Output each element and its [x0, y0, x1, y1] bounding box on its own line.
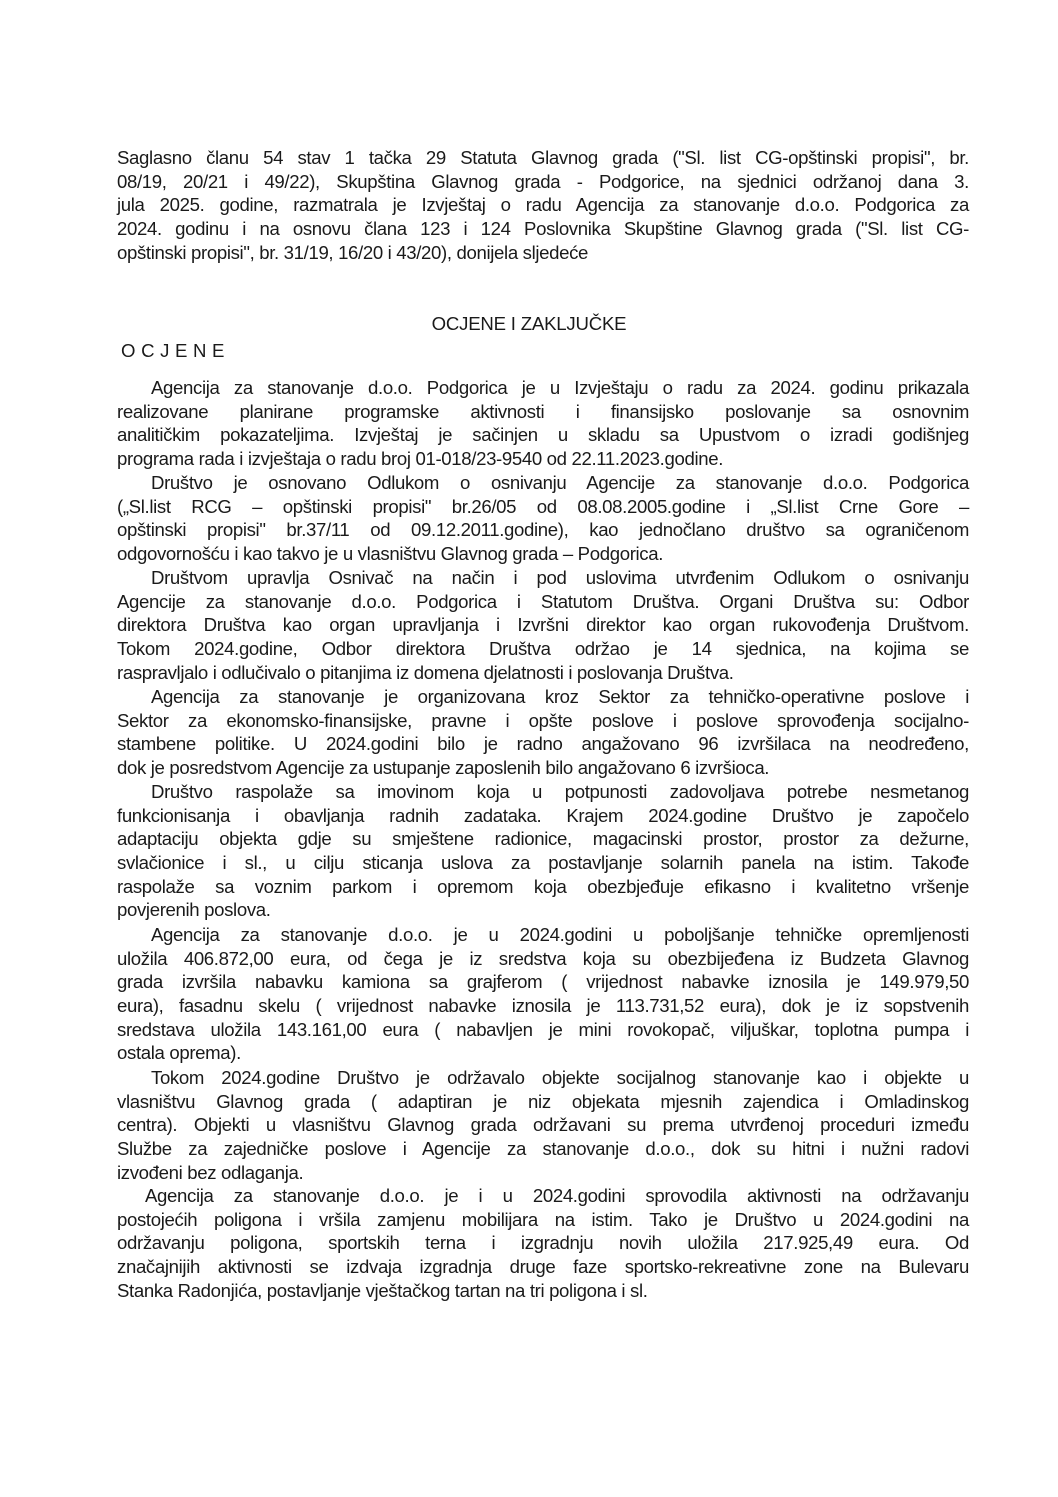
text-line: Stanka Radonjića, postavljanje vještačkog tartan na tri poligona i sl. [117, 1279, 648, 1301]
text-line: stambene politike. U 2024.godini bilo je radno angažovano 96 izvršilaca na neodređeno, [117, 733, 969, 755]
text-line: ostala oprema). [117, 1042, 241, 1064]
text-line: održavanju poligona, sportskih terna i izgradnju novih uložila 217.925,49 eura. Od [117, 1232, 969, 1254]
text-line: vlasništvu Glavnog grada ( adaptiran je niz objekata mjesnih zajendica i Omladinskog [117, 1090, 969, 1112]
text-line: Društvom upravlja Osnivač na način i pod uslovima utvrđenim Odlukom o osnivanju [151, 567, 969, 588]
text-line: Agencija za stanovanje d.o.o. je i u 2024.godini sprovodila aktivnosti na održavanju [145, 1185, 969, 1206]
text-line: analitičkim pokazateljima. Izvještaj je sačinjen u skladu sa Upustvom o izradi godišnjeg [117, 424, 969, 446]
text-line: uložila 406.872,00 eura, od čega je iz sredstva koja su obezbijeđena iz Budzeta Glavnog [117, 947, 969, 969]
text-line: 2024. godinu i na osnovu člana 123 i 124 Poslovnika Skupštine Glavnog grada ("Sl. list CG- [117, 218, 969, 240]
text-line: („Sl.list RCG – opštinski propisi" br.26/05 od 08.08.2005.godine i „Sl.list Crne Gore – [117, 495, 969, 517]
text-line: svlačionice i sl., u cilju sticanja uslova za postavljanje solarnih panela na istim. Takođe [117, 852, 969, 874]
text-line: 08/19, 20/21 i 49/22), Skupština Glavnog grada - Podgorice, na sjednici održanoj dana 3. [117, 170, 969, 192]
text-line: Tokom 2024.godine Društvo je održavalo objekte socijalnog stanovanje kao i objekte u [151, 1067, 969, 1088]
text-line: izvođeni bez odlaganja. [117, 1161, 304, 1183]
text-line: opštinski propisi", br. 31/19, 16/20 i 43/20), donijela sljedeće [117, 241, 589, 263]
text-line: adaptaciju objekta gdje su smještene radionice, magacinski prostor, prostor za dežurne, [117, 828, 969, 850]
paragraph-organization [117, 685, 969, 780]
text-line: raspolaže sa voznim parkom i opremom koja obezbjeđuje efikasno i kvalitetno vršenje [117, 875, 969, 897]
paragraph-maintenance [117, 1066, 969, 1184]
text-line: raspravljalo i odlučivalo o pitanjima iz domena djelatnosti i poslovanja Društva. [117, 661, 734, 683]
text-line: odgovornošću i kao takvo je u vlasništvu Glavnog grada – Podgorica. [117, 543, 664, 565]
text-line: funkcionisanja i obavljanja radnih zadataka. Krajem 2024.godine Društvo je započelo [117, 804, 969, 826]
text-line: Agencija za stanovanje je organizovana kroz Sektor za tehničko-operativne poslove i [151, 686, 969, 707]
text-line: eura), fasadnu skelu ( vrijednost nabavke iznosila je 113.731,52 eura), dok je iz sopstvenih [117, 995, 969, 1017]
paragraph-report-summary [117, 376, 969, 471]
text-line: opštinski propisi" br.37/11 od 09.12.2011.godine), kao jednočlano društvo sa ograničenom [117, 519, 969, 541]
text-line: programa rada i izvještaja o radu broj 01-018/23-9540 od 22.11.2023.godine. [117, 448, 724, 470]
intro-paragraph [117, 146, 969, 264]
text-line: Tokom 2024.godine, Odbor direktora Društva održao je 14 sjednica, na kojima se [117, 638, 969, 660]
paragraph-equipment-investment [117, 923, 969, 1065]
paragraph-founding [117, 471, 969, 566]
text-line: postojećih poligona i vršila zamjenu mobilijara na istim. Tako je Društvo u 2024.godini na [117, 1208, 969, 1230]
text-line: povjerenih poslova. [117, 899, 271, 921]
paragraph-management [117, 566, 969, 684]
text-line: Agencija za stanovanje d.o.o. je u 2024.godini u poboljšanje tehničke opremljenosti [151, 924, 969, 945]
section-subheading: OCJENE [121, 340, 231, 361]
text-line: dok je posredstvom Agencije za ustupanje zaposlenih bilo angažovano 6 izvršioca. [117, 757, 770, 779]
text-line: Društvo raspolaže sa imovinom koja u potpunosti zadovoljava potrebe nesmetanog [151, 781, 969, 802]
paragraph-assets [117, 780, 969, 922]
text-line: Službe za zajedničke poslove i Agencije za stanovanje d.o.o., dok su hitni i nužni radovi [117, 1138, 969, 1160]
paragraph-polygons [117, 1184, 969, 1302]
text-line: Agencija za stanovanje d.o.o. Podgorica je u Izvještaju o radu za 2024. godinu prikazala [151, 377, 969, 398]
text-line: sredstava uložila 143.161,00 eura ( nabavljen je mini rovokopač, viljuškar, toplotna pumpa i [117, 1018, 969, 1040]
text-line: značajnijih aktivnosti se izdvaja izgradnja druge faze sportsko-rekreativne zone na Bulevaru [117, 1256, 969, 1278]
text-line: direktora Društva kao organ upravljanja i Izvršni direktor kao organ rukovođenja Društvom. [117, 614, 969, 636]
text-line: realizovane planirane programske aktivnosti i finansijsko poslovanje sa osnovnim [117, 400, 969, 422]
text-line: Sektor za ekonomsko-finansijske, pravne i opšte poslove i poslove sprovođenja socijalno- [117, 709, 969, 731]
text-line: grada izvršila nabavku kamiona sa grajferom ( vrijednost nabavke iznosila je 149.979,50 [117, 971, 969, 993]
document-heading: OCJENE I ZAKLJUČKE [431, 313, 627, 334]
text-line: Saglasno članu 54 stav 1 tačka 29 Statuta Glavnog grada ("Sl. list CG-opštinski propisi", br. [117, 147, 969, 168]
text-line: centra). Objekti u vlasništvu Glavnog grada održavani su prema utvrđenoj proceduri između [117, 1114, 969, 1136]
text-line: Agencije za stanovanje d.o.o. Podgorica i Statutom Društva. Organi Društva su: Odbor [117, 590, 969, 612]
text-line: jula 2025. godine, razmatrala je Izvještaj o radu Agencija za stanovanje d.o.o. Podgorica za [117, 194, 969, 216]
text-line: Društvo je osnovano Odlukom o osnivanju Agencije za stanovanje d.o.o. Podgorica [151, 472, 969, 493]
